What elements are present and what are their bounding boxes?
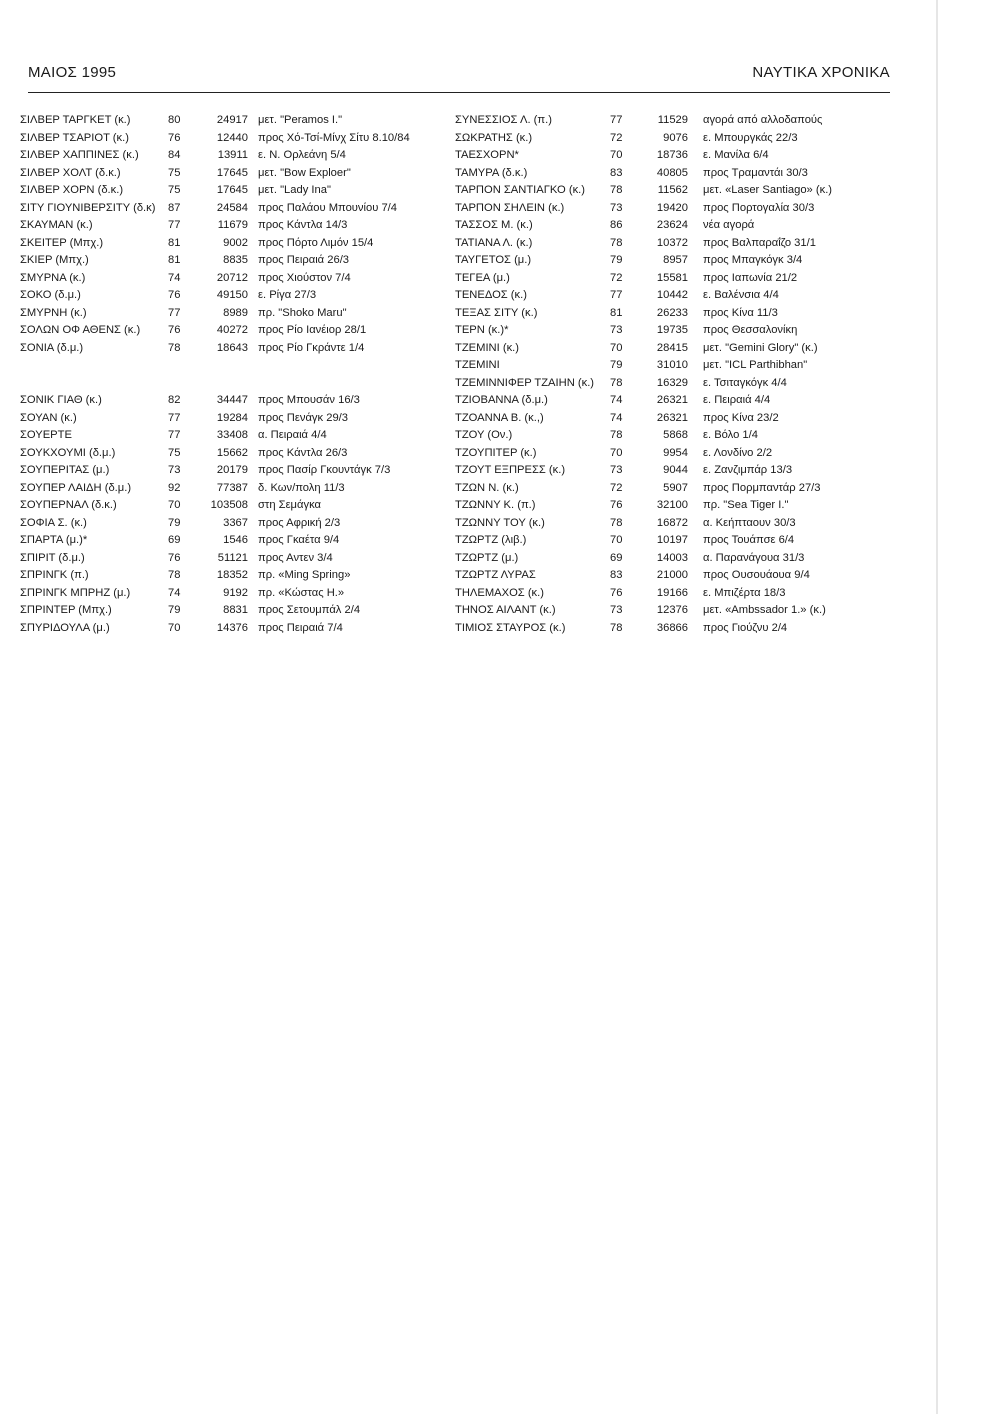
ship-name: ΣΜΥΡΝΗ (κ.)	[20, 306, 87, 319]
ship-name: ΣΟΥΠΕΡΝΑΛ (δ.κ.)	[20, 499, 117, 511]
ship-name: ΤΗΝΟΣ ΑΙΛΑΝΤ (κ.)	[455, 604, 556, 616]
issue-date: ΜΑΙΟΣ 1995	[28, 64, 117, 81]
ship-name: ΣΙΛΒΕΡ ΤΑΡΓΚΕΤ (κ.)	[20, 114, 131, 126]
ship-row	[455, 235, 875, 253]
ship-row	[455, 147, 875, 165]
tonnage: 24584	[216, 201, 248, 214]
ship-status: μετ. «Laser Santiago» (κ.)	[703, 184, 833, 196]
ship-status: προς Μπαγκόγκ 3/4	[703, 254, 803, 266]
build-year: 77	[168, 411, 181, 424]
ship-status: προς Βαλπαραΐζο 31/1	[703, 236, 816, 249]
ship-name: ΤΗΛΕΜΑΧΟΣ (κ.)	[455, 586, 544, 599]
ship-row	[455, 270, 875, 288]
ship-row	[20, 497, 440, 515]
ship-row	[20, 305, 440, 323]
tonnage: 34447	[216, 394, 248, 406]
ship-name: ΣΟΥΠΕΡ ΛΑΙΔΗ (δ.μ.)	[20, 481, 132, 494]
ship-row	[455, 217, 875, 235]
ship-row	[20, 252, 440, 270]
tonnage: 9192	[223, 586, 248, 599]
ship-row	[20, 567, 440, 585]
ship-status: προς Κάντλα 14/3	[258, 219, 348, 231]
tonnage: 1546	[223, 534, 248, 546]
ship-status: δ. Κων/πολη 11/3	[258, 481, 345, 494]
tonnage: 77387	[216, 481, 248, 494]
ship-name: ΤΖΕΜΙΝΙ	[455, 359, 500, 371]
ship-status: προς Πειραιά 26/3	[258, 254, 350, 266]
ship-name: ΤΑΜΥΡΑ (δ.κ.)	[455, 166, 528, 179]
build-year: 83	[610, 166, 623, 179]
tonnage: 12376	[656, 604, 688, 616]
ship-row	[455, 130, 875, 148]
ship-name: ΣΟΥΚΧΟΥΜΙ (δ.μ.)	[20, 446, 116, 459]
ship-status: ε. Μανίλα 6/4	[703, 149, 769, 161]
ship-name: ΣΚΑΥΜΑΝ (κ.)	[20, 219, 93, 231]
tonnage: 10442	[656, 289, 688, 301]
ship-status: προς Παλάου Μπουνίου 7/4	[258, 201, 397, 214]
tonnage: 19284	[216, 411, 248, 424]
tonnage: 26321	[656, 394, 688, 406]
ship-status: μετ. "Peramos I."	[258, 114, 343, 126]
ship-status: ε. Βόλο 1/4	[703, 429, 758, 441]
ship-status: ε. Λονδίνο 2/2	[703, 446, 773, 459]
ship-status: προς Θεσσαλονίκη	[703, 324, 798, 336]
ship-row	[20, 445, 440, 463]
ship-name: ΣΜΥΡΝΑ (κ.)	[20, 271, 86, 284]
tonnage: 11679	[217, 219, 248, 231]
ship-status: α. Κεήπταουν 30/3	[703, 516, 796, 529]
ship-row	[455, 165, 875, 183]
tonnage: 20712	[216, 271, 248, 284]
build-year: 76	[168, 551, 181, 564]
ship-row	[455, 497, 875, 515]
ship-row	[20, 480, 440, 498]
ship-row	[455, 252, 875, 270]
build-year: 78	[168, 569, 181, 581]
tonnage: 36866	[656, 621, 688, 634]
ship-name: ΤΖΟΥ (Ον.)	[455, 429, 513, 441]
tonnage: 9044	[663, 464, 688, 476]
ship-name: ΣΙΛΒΕΡ ΤΣΑΡΙΟΤ (κ.)	[20, 131, 129, 144]
build-year: 74	[168, 271, 181, 284]
ship-row	[20, 130, 440, 148]
ship-status: μετ. "Gemini Glory" (κ.)	[703, 341, 818, 354]
ship-name: ΣΟΥΑΝ (κ.)	[20, 411, 77, 424]
ship-name: ΤΕΝΕΔΟΣ (κ.)	[455, 289, 527, 301]
build-year: 78	[610, 621, 623, 634]
ship-status: προς Ρίο Ιανέιορ 28/1	[258, 324, 367, 336]
ship-status: μετ. "Lady Ina"	[258, 184, 331, 196]
build-year: 70	[610, 149, 623, 161]
tonnage: 28415	[656, 341, 688, 354]
build-year: 82	[168, 394, 181, 406]
ship-name: ΤΑΤΙΑΝΑ Λ. (κ.)	[455, 236, 533, 249]
tonnage: 11562	[657, 184, 688, 196]
ship-row	[20, 322, 440, 340]
tonnage: 14003	[656, 551, 688, 564]
tonnage: 19166	[656, 586, 688, 599]
tonnage: 18352	[216, 569, 248, 581]
ship-status: ε. Ρίγα 27/3	[258, 289, 317, 301]
build-year: 77	[168, 219, 181, 231]
ship-row	[20, 392, 440, 410]
build-year: 76	[168, 324, 181, 336]
ship-name: ΤΖΙΟΒΑΝΝΑ (δ.μ.)	[455, 394, 548, 406]
ship-row	[455, 427, 875, 445]
build-year: 78	[168, 341, 181, 354]
ship-row	[20, 235, 440, 253]
build-year: 75	[168, 446, 181, 459]
ship-status: προς Πενάγκ 29/3	[258, 411, 349, 424]
build-year: 74	[168, 586, 181, 599]
ship-name: ΤΑΡΠΟΝ ΣΗΛΕΙΝ (κ.)	[455, 201, 565, 214]
tonnage: 11529	[657, 114, 688, 126]
ship-status: ε. Πειραιά 4/4	[703, 394, 771, 406]
build-year: 77	[168, 429, 181, 441]
ship-name: ΣΚΙΕΡ (Μπχ.)	[20, 254, 89, 266]
tonnage: 19420	[656, 201, 688, 214]
ship-status: προς Γιούζνυ 2/4	[703, 621, 788, 634]
ship-status: ε. Μπουργκάς 22/3	[703, 131, 798, 144]
ship-status: στη Σεμάγκα	[258, 499, 321, 511]
ship-status: προς Χιούστον 7/4	[258, 271, 351, 284]
tonnage: 33408	[216, 429, 248, 441]
build-year: 74	[610, 394, 623, 406]
ship-name: ΤΖΩΝ Ν. (κ.)	[455, 481, 519, 494]
tonnage: 9002	[223, 236, 248, 249]
ship-row	[455, 287, 875, 305]
ship-row	[20, 217, 440, 235]
tonnage: 3367	[223, 516, 248, 529]
build-year: 69	[610, 551, 623, 564]
build-year: 76	[610, 499, 623, 511]
tonnage: 12440	[216, 131, 248, 144]
ship-status: ε. Βαλένσια 4/4	[703, 289, 779, 301]
ship-name: ΣΠΡΙΝΓΚ ΜΠΡΗΖ (μ.)	[20, 586, 131, 599]
ship-name: ΤΑΣΣΟΣ Μ. (κ.)	[455, 219, 533, 231]
ship-row	[20, 532, 440, 550]
build-year: 72	[610, 271, 623, 284]
build-year: 73	[610, 464, 623, 476]
tonnage: 10197	[656, 534, 688, 546]
build-year: 79	[610, 359, 623, 371]
build-year: 75	[168, 184, 181, 196]
build-year: 70	[610, 341, 623, 354]
left-ship-column	[20, 112, 440, 637]
ship-row	[20, 410, 440, 428]
build-year: 75	[168, 166, 181, 179]
ship-row	[20, 340, 440, 358]
ship-row	[20, 182, 440, 200]
ship-name: ΣΠΙΡΙΤ (δ.μ.)	[20, 551, 85, 564]
ship-row	[455, 602, 875, 620]
build-year: 78	[610, 184, 623, 196]
ship-status: προς Γκαέτα 9/4	[258, 534, 340, 546]
ship-name: ΤΖΕΜΙΝΝΙΦΕΡ ΤΖΑΙΗΝ (κ.)	[455, 376, 595, 389]
ship-row	[20, 375, 440, 393]
tonnage: 21000	[656, 569, 688, 581]
ship-name: ΤΕΡΝ (κ.)*	[455, 324, 509, 336]
ship-row	[20, 287, 440, 305]
ship-status: προς Αντεν 3/4	[258, 551, 333, 564]
ship-name: ΣΠΡΙΝΤΕΡ (Μπχ.)	[20, 604, 112, 616]
tonnage: 16872	[656, 516, 688, 529]
tonnage: 26321	[656, 411, 688, 424]
ship-row	[455, 620, 875, 638]
ship-name: ΣΟΥΠΕΡΙΤΑΣ (μ.)	[20, 464, 110, 476]
ship-name: ΤΑΡΠΟΝ ΣΑΝΤΙΑΓΚΟ (κ.)	[455, 184, 585, 196]
ship-row	[20, 620, 440, 638]
ship-status: προς Ουσουάουα 9/4	[703, 569, 810, 581]
build-year: 87	[168, 201, 181, 214]
ship-name: ΤΕΞΑΣ ΣΙΤΥ (κ.)	[455, 306, 538, 319]
ship-row	[455, 112, 875, 130]
tonnage: 8831	[223, 604, 248, 616]
build-year: 81	[610, 306, 623, 319]
tonnage: 5907	[663, 481, 688, 494]
ship-row	[20, 147, 440, 165]
page-edge	[936, 0, 938, 1414]
ship-name: ΣΚΕΙΤΕΡ (Μπχ.)	[20, 236, 104, 249]
ship-row	[455, 305, 875, 323]
ship-status: πρ. «Κώστας Η.»	[258, 586, 345, 599]
ship-status: προς Σετουμπάλ 2/4	[258, 604, 361, 616]
ship-row	[455, 462, 875, 480]
tonnage: 103508	[210, 499, 248, 511]
ship-row	[455, 567, 875, 585]
build-year: 70	[610, 446, 623, 459]
ship-row	[455, 200, 875, 218]
ship-name: ΤΑΕΣΧΟΡΝ*	[455, 149, 519, 161]
ship-name: ΤΑΥΓΕΤΟΣ (μ.)	[455, 254, 532, 266]
ship-row	[455, 375, 875, 393]
tonnage: 19735	[656, 324, 688, 336]
ship-status: προς Τουάπσε 6/4	[703, 534, 795, 546]
ship-status: μετ. «Ambssador 1.» (κ.)	[703, 604, 826, 616]
build-year: 79	[610, 254, 623, 266]
tonnage: 8835	[223, 254, 248, 266]
ship-row	[20, 200, 440, 218]
ship-status: αγορά από αλλοδαπούς	[703, 114, 823, 126]
tonnage: 15662	[216, 446, 248, 459]
ship-row	[455, 445, 875, 463]
ship-status: προς Μπουσάν 16/3	[258, 394, 360, 406]
ship-status: προς Πόρτο Λιμόν 15/4	[258, 236, 374, 249]
ship-row	[455, 357, 875, 375]
ship-name: ΤΖΩΡΤΖ (μ.)	[455, 551, 519, 564]
build-year: 86	[610, 219, 623, 231]
build-year: 81	[168, 236, 181, 249]
ship-name: ΣΟΝΙΚ ΓΙΑΘ (κ.)	[20, 394, 102, 406]
tonnage: 40805	[656, 166, 688, 179]
build-year: 81	[168, 254, 181, 266]
ship-status: α. Πειραιά 4/4	[258, 429, 327, 441]
build-year: 70	[610, 534, 623, 546]
tonnage: 14376	[216, 621, 248, 634]
ship-status: προς Αφρική 2/3	[258, 516, 341, 529]
ship-name: ΣΟΦΙΑ Σ. (κ.)	[20, 516, 87, 529]
build-year: 78	[610, 429, 623, 441]
tonnage: 9076	[663, 131, 688, 144]
ship-status: α. Παρανάγουα 31/3	[703, 551, 805, 564]
ship-row	[20, 550, 440, 568]
build-year: 77	[610, 114, 623, 126]
build-year: 92	[168, 481, 181, 494]
build-year: 79	[168, 604, 181, 616]
tonnage: 13911	[217, 149, 248, 161]
ship-status: πρ. "Shoko Maru"	[258, 306, 347, 319]
ship-status: μετ. "Bow Exploer"	[258, 166, 351, 179]
tonnage: 18643	[216, 341, 248, 354]
build-year: 76	[168, 289, 181, 301]
ship-name: ΣΠΡΙΝΓΚ (π.)	[20, 569, 89, 581]
tonnage: 26233	[656, 306, 688, 319]
ship-status: μετ. "ICL Parthibhan"	[703, 359, 808, 371]
ship-row	[20, 427, 440, 445]
ship-status: προς Κάντλα 26/3	[258, 446, 348, 459]
ship-status: προς Πορμπαντάρ 27/3	[703, 481, 821, 494]
ship-status: προς Πειραιά 7/4	[258, 621, 343, 634]
ship-row	[455, 550, 875, 568]
build-year: 80	[168, 114, 181, 126]
build-year: 73	[610, 324, 623, 336]
ship-status: προς Κίνα 11/3	[703, 306, 778, 319]
build-year: 78	[610, 516, 623, 529]
ship-name: ΤΖΕΜΙΝΙ (κ.)	[455, 341, 520, 354]
build-year: 73	[168, 464, 181, 476]
ship-name: ΤΖΩΝΝΥ Κ. (π.)	[455, 499, 536, 511]
ship-row	[20, 165, 440, 183]
ship-row	[455, 410, 875, 428]
tonnage: 8957	[663, 254, 688, 266]
tonnage: 10372	[656, 236, 688, 249]
tonnage: 31010	[656, 359, 688, 371]
ship-status: προς Κίνα 23/2	[703, 411, 779, 424]
ship-name: ΤΖΟΥΠΙΤΕΡ (κ.)	[455, 446, 537, 459]
build-year: 77	[168, 306, 181, 319]
ship-row	[20, 270, 440, 288]
ship-name: ΤΖΩΡΤΖ (λιβ.)	[455, 534, 527, 546]
tonnage: 17645	[216, 184, 248, 196]
ship-status: ε. Ν. Ορλεάνη 5/4	[258, 149, 346, 161]
build-year: 79	[168, 516, 181, 529]
publication-title: ΝΑΥΤΙΚΑ ΧΡΟΝΙΚΑ	[752, 64, 890, 81]
ship-row	[455, 585, 875, 603]
ship-name: ΣΟΥΕΡΤΕ	[20, 429, 72, 441]
build-year: 72	[610, 481, 623, 494]
ship-name: ΤΙΜΙΟΣ ΣΤΑΥΡΟΣ (κ.)	[455, 621, 566, 634]
ship-name: ΣΟΚΟ (δ.μ.)	[20, 289, 81, 301]
ship-name: ΣΟΝΙΑ (δ.μ.)	[20, 341, 84, 354]
build-year: 74	[610, 411, 623, 424]
tonnage: 17645	[216, 166, 248, 179]
build-year: 73	[610, 604, 623, 616]
build-year: 69	[168, 534, 181, 546]
tonnage: 15581	[656, 271, 688, 284]
ship-status: προς Ιαπωνία 21/2	[703, 271, 798, 284]
tonnage: 20179	[216, 464, 248, 476]
ship-row	[20, 585, 440, 603]
ship-status: προς Χό-Τσί-Μίνχ Σίτυ 8.10/84	[258, 131, 410, 144]
ship-row	[20, 357, 440, 375]
ship-name: ΣΩΚΡΑΤΗΣ (κ.)	[455, 131, 533, 144]
ship-row	[20, 462, 440, 480]
ship-name: ΤΖΩΡΤΖ ΛΥΡΑΣ	[455, 569, 536, 581]
build-year: 76	[168, 131, 181, 144]
tonnage: 51121	[217, 551, 248, 564]
ship-name: ΣΠΑΡΤΑ (μ.)*	[20, 534, 88, 546]
tonnage: 32100	[656, 499, 688, 511]
ship-name: ΣΠΥΡΙΔΟΥΛΑ (μ.)	[20, 621, 110, 634]
ship-status: προς Τραμαντάι 30/3	[703, 166, 808, 179]
ship-status: νέα αγορά	[703, 219, 755, 231]
ship-name: ΤΖΩΝΝΥ ΤΟΥ (κ.)	[455, 516, 545, 529]
build-year: 78	[610, 376, 623, 389]
page-header	[28, 64, 890, 93]
ship-name: ΣΟΛΩΝ ΟΦ ΑΘΕΝΣ (κ.)	[20, 324, 141, 336]
ship-row	[455, 532, 875, 550]
ship-name: ΤΖΟΥΤ ΕΞΠΡΕΣΣ (κ.)	[455, 464, 566, 476]
ship-name: ΣΙΛΒΕΡ ΧΟΛΤ (δ.κ.)	[20, 166, 121, 179]
ship-row	[455, 182, 875, 200]
tonnage: 5868	[663, 429, 688, 441]
build-year: 76	[610, 586, 623, 599]
tonnage: 9954	[663, 446, 688, 459]
ship-status: προς Πασίρ Γκουντάγκ 7/3	[258, 464, 391, 476]
ship-row	[20, 602, 440, 620]
ship-name: ΣΙΛΒΕΡ ΧΑΠΠΙΝΕΣ (κ.)	[20, 149, 139, 161]
ship-status: ε. Τσιταγκόγκ 4/4	[703, 376, 787, 389]
tonnage: 49150	[216, 289, 248, 301]
ship-row	[455, 322, 875, 340]
build-year: 70	[168, 621, 181, 634]
tonnage: 8989	[223, 306, 248, 319]
ship-name: ΣΥΝΕΣΣΙΟΣ Λ. (π.)	[455, 114, 552, 126]
tonnage: 23624	[656, 219, 688, 231]
ship-row	[455, 340, 875, 358]
build-year: 84	[168, 149, 181, 161]
tonnage: 16329	[656, 376, 688, 389]
tonnage: 40272	[216, 324, 248, 336]
ship-status: ε. Μπιζέρτα 18/3	[703, 586, 786, 599]
ship-row	[455, 515, 875, 533]
build-year: 83	[610, 569, 623, 581]
tonnage: 24917	[216, 114, 248, 126]
build-year: 70	[168, 499, 181, 511]
tonnage: 18736	[656, 149, 688, 161]
ship-name: ΣΙΤΥ ΓΙΟΥΝΙΒΕΡΣΙΤΥ (δ.κ)	[20, 201, 156, 214]
ship-row	[455, 480, 875, 498]
build-year: 72	[610, 131, 623, 144]
ship-name: ΣΙΛΒΕΡ ΧΟΡΝ (δ.κ.)	[20, 184, 124, 196]
ship-name: ΤΕΓΕΑ (μ.)	[455, 271, 510, 284]
ship-status: προς Ρίο Γκράντε 1/4	[258, 341, 365, 354]
build-year: 73	[610, 201, 623, 214]
right-ship-column	[455, 112, 875, 637]
ship-status: πρ. "Sea Tiger I."	[703, 499, 789, 511]
ship-status: πρ. «Ming Spring»	[258, 569, 351, 581]
build-year: 78	[610, 236, 623, 249]
ship-row	[20, 112, 440, 130]
ship-name: ΤΖΟΑΝΝΑ Β. (κ.,)	[455, 411, 544, 424]
ship-status: ε. Ζανζιμπάρ 13/3	[703, 464, 793, 476]
build-year: 77	[610, 289, 623, 301]
ship-row	[455, 392, 875, 410]
ship-row	[20, 515, 440, 533]
ship-status: προς Πορτογαλία 30/3	[703, 201, 815, 214]
